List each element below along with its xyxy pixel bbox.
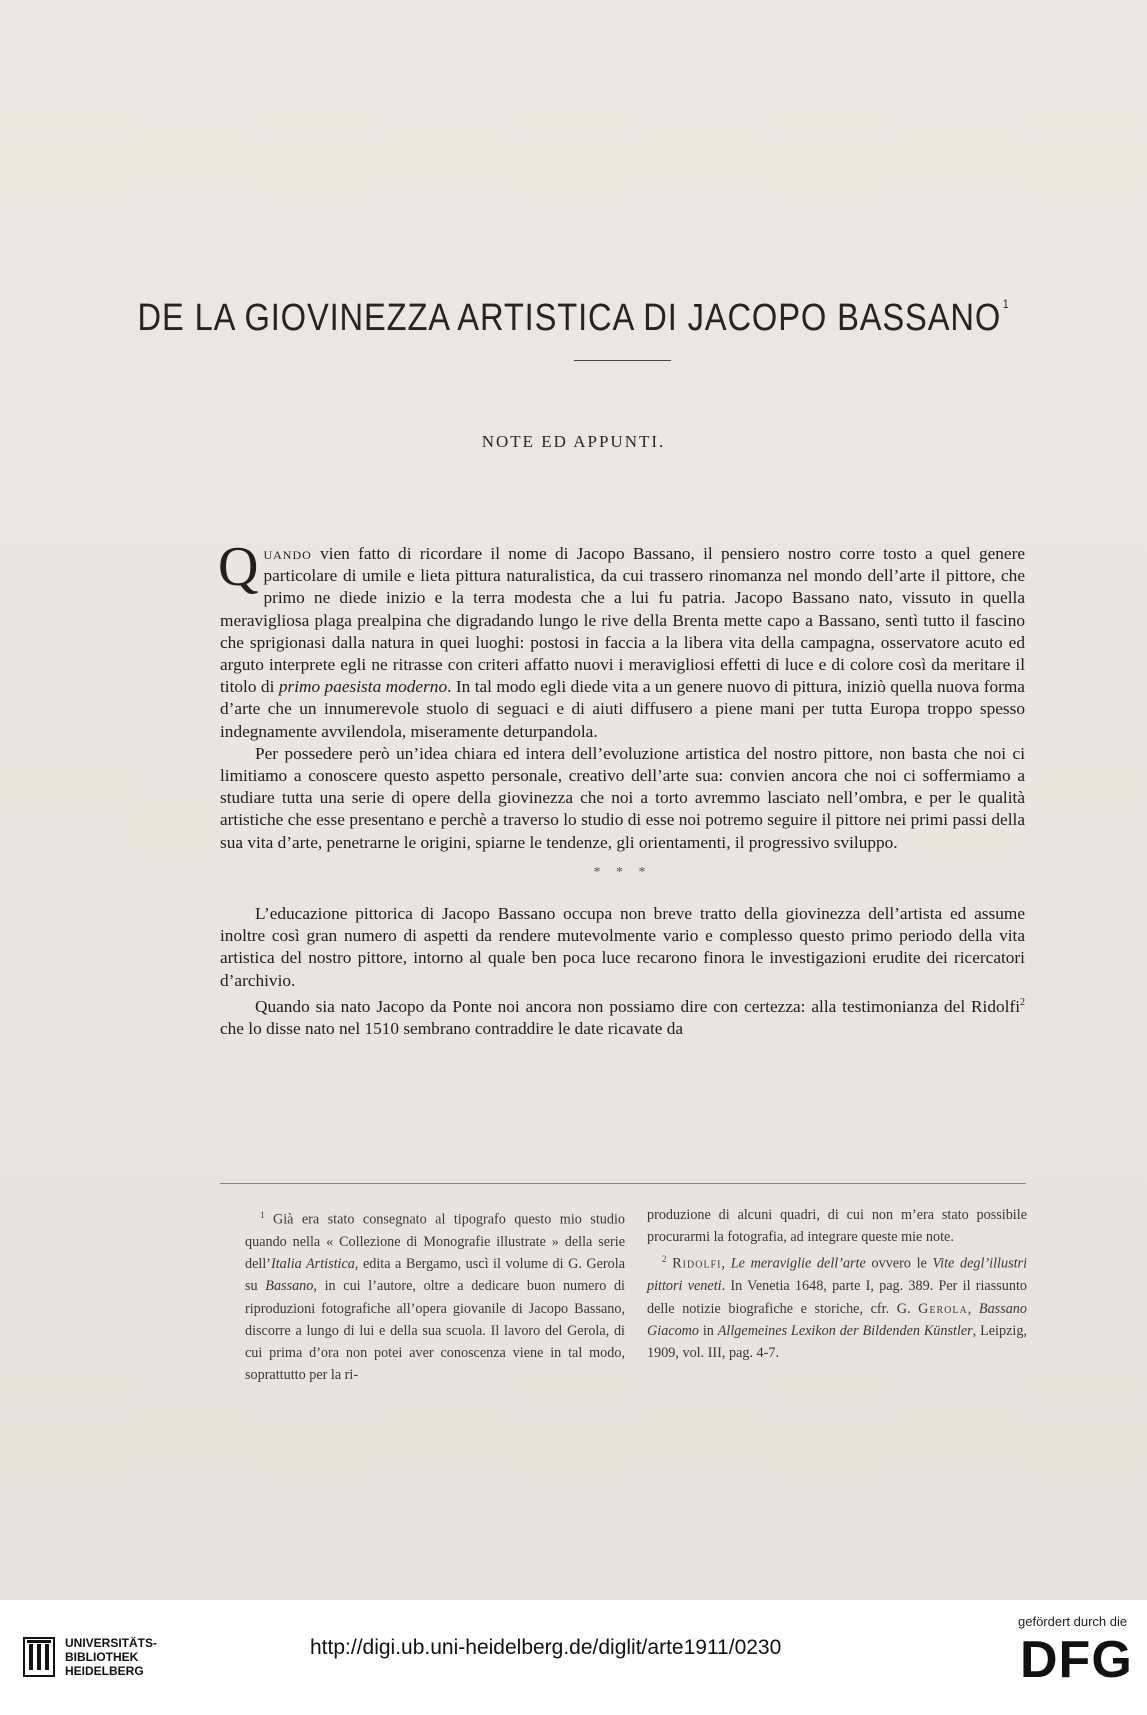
footnote-2-italic-1: Le meraviglie dell’arte bbox=[730, 1256, 866, 1273]
footnote-2-text-a: , bbox=[721, 1256, 731, 1273]
article-body bbox=[218, 536, 1025, 1040]
footnote-column-right bbox=[647, 1204, 1027, 1364]
footnote-1-italic-1: Italia Artistica bbox=[271, 1256, 355, 1273]
footnote-2-author-2: Gerola bbox=[918, 1300, 968, 1317]
footnote-marker-2: 2 bbox=[1020, 996, 1025, 1008]
footnote-1-text-a: Già era stato consegnato al tipografo questo mio studio quando nella « Collezione di Monografie illustrate » della serie dell’ bbox=[245, 1211, 625, 1273]
small-caps-opening: uando bbox=[263, 544, 312, 563]
paragraph-1-text-a: vien fatto di ricordare il nome di Jacopo Bassano, il pensiero nostro corre tosto a quel genere particolare di umile e lieta pittura naturalistica, da cui trassero rinomanza nel mondo dell’arte il pittore, che primo ne diede inizio e la terra modesta che a lui fu patria. Jacopo Bassano nato, vissuto in quella meravigliosa plaga prealpina che digradando lungo le rive della Brenta mette capo a Bassano, sentì tutto il fascino che sprigionasi dalla natura in quei luoghi: postosi in faccia a la libera vita della campagna, osservatore acuto ed arguto interprete egli ne ritrasse con criteri affatto nuovi i meravigliosi effetti di luce e di colore così da meritare il titolo di bbox=[220, 544, 1025, 697]
footnote-2-italic-3: Bassano Giacomo bbox=[647, 1300, 1027, 1339]
footnote-1 bbox=[245, 1204, 625, 1386]
footnote-2 bbox=[647, 1248, 1027, 1364]
article-subtitle: NOTE ED APPUNTI. bbox=[481, 432, 666, 451]
article-title bbox=[80, 297, 1066, 340]
footnote-divider bbox=[220, 1183, 1026, 1184]
paragraph-2: Per possedere però un’idea chiara ed intera dell’evoluzione artistica del nostro pittore, non basta che noi ci limitiamo a conoscere questo aspetto personale, creativo dell’arte sua: convien ancora che noi ci soffermiamo a studiare tutta una serie di opere della giovinezza che noi a torto avremmo lasciato nell’ombra, e per le qualità artistiche che esse presentano e perchè a traverso lo studio di esse noi potremo seguire il pittore nei primi passi della sua vita d’arte, penetrarne le origini, spiarne le tendenze, gli orientamenti, il progressivo sviluppo. bbox=[220, 743, 1025, 852]
paragraph-4-text-a: Quando sia nato Jacopo da Ponte noi ancora non possiamo dire con certezza: alla testimonianza del Ridolfi bbox=[255, 996, 1020, 1016]
footnote-1-continuation: produzione di alcuni quadri, di cui non m’era stato possibile procurarmi la fotografia, ad integrare queste mie note. bbox=[647, 1207, 1027, 1246]
paragraph-1-italic: primo paesista moderno bbox=[278, 677, 448, 697]
digitization-footer bbox=[0, 1600, 1147, 1715]
paragraph-1 bbox=[218, 536, 1025, 743]
footnote-1-italic-2: Bassano bbox=[265, 1278, 314, 1295]
article-title-text: DE LA GIOVINEZZA ARTISTICA DI JACOPO BASSANO bbox=[137, 297, 1002, 340]
library-name-line-1: UNIVERSITÄTS- bbox=[65, 1636, 158, 1650]
footnote-1-text-c: , in cui l’autore, oltre a dedicare buon numero di riproduzioni fotografiche all’opera giovanile di Jacopo Bassano, discorre a lungo di lui e della sua scuola. Il lavoro del Gerola, di cui prima d’ora non potei aver conoscenza viene in tal modo, soprattutto per la ri- bbox=[245, 1278, 625, 1384]
section-separator: * * * bbox=[593, 864, 652, 880]
paragraph-3: L’educazione pittorica di Jacopo Bassano occupa non breve tratto della giovinezza dell’artista ed assume inoltre così gran numero di aspetti da rendere mutevolmente vario e complesso questo primo periodo della vita artistica del nostro pittore, intorno al quale ben poca luce recarono finora le investigazioni erudite dei ricercatori d’archivio. bbox=[220, 904, 1025, 990]
title-footnote-marker: 1 bbox=[1002, 297, 1010, 312]
funded-by-label: gefördert durch die bbox=[1018, 1614, 1128, 1629]
permalink-url[interactable]: http://digi.ub.uni-heidelberg.de/diglit/arte1911/0230 bbox=[310, 1636, 782, 1659]
university-library-name bbox=[65, 1636, 157, 1678]
footnote-2-text-f: , Leipzig, 1909, vol. III, pag. 4-7. bbox=[647, 1322, 1027, 1361]
title-divider bbox=[574, 360, 671, 361]
university-library-logo-icon bbox=[22, 1636, 56, 1678]
drop-cap: Q bbox=[218, 536, 259, 598]
footnote-1-text-b: , edita a Bergamo, uscì il volume di G. Gerola su bbox=[245, 1256, 625, 1295]
footnote-column-left bbox=[245, 1204, 625, 1386]
paragraph-1-text-b: . In tal modo egli diede vita a un genere nuovo di pittura, iniziò quella nuova forma d’arte che un innumerevole stuolo di seguaci e di aiuti diffusero a piene mani per tutta Europa troppo spesso indegnamente avvilendola, miseramente deturpandola. bbox=[220, 677, 1025, 741]
footnote-1-number: 1 bbox=[260, 1210, 265, 1220]
footnote-2-italic-2: Vite degl’illustri pittori veneti bbox=[647, 1256, 1028, 1295]
library-name-line-2: BIBLIOTHEK bbox=[65, 1650, 139, 1664]
footnote-2-number: 2 bbox=[662, 1254, 667, 1265]
footnote-2-author: Ridolfi bbox=[672, 1256, 722, 1273]
paragraph-4-text-b: che lo disse nato nel 1510 sembrano contraddire le date ricavate da bbox=[220, 1018, 684, 1038]
footnote-2-text-e: in bbox=[699, 1322, 718, 1339]
footnote-2-italic-4: Allgemeines Lexikon der Bildenden Künstler bbox=[717, 1322, 973, 1339]
footnote-2-text-c: . In Venetia 1648, parte I, pag. 389. Per il riassunto delle notizie biografiche e storiche, cfr. G. bbox=[647, 1278, 1027, 1317]
footnote-2-text-d: , bbox=[967, 1300, 979, 1317]
footnote-2-text-b: ovvero le bbox=[865, 1256, 933, 1273]
paragraph-4 bbox=[220, 992, 1025, 1040]
library-name-line-3: HEIDELBERG bbox=[65, 1664, 144, 1678]
dfg-logo: DFG bbox=[1020, 1631, 1133, 1689]
